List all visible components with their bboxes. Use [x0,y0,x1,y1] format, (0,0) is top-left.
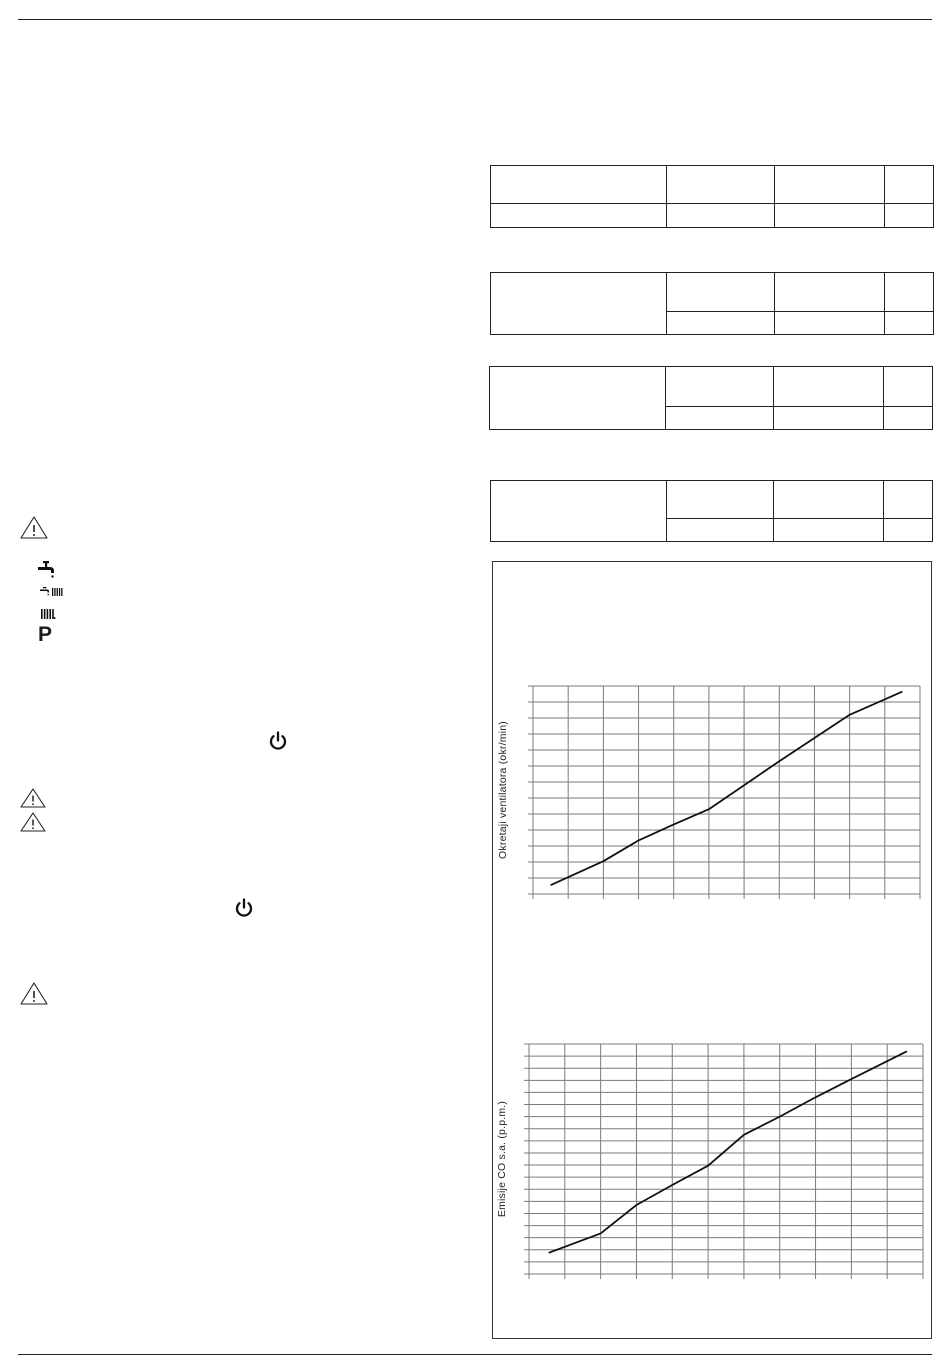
series-line [549,1051,907,1253]
y-axis-label: Emisije CO s.a. (p.p.m.) [496,1100,508,1218]
parking-p-icon: P [38,623,53,646]
y-axis-label: Okretaji ventilatora (okr/min) [497,721,509,859]
